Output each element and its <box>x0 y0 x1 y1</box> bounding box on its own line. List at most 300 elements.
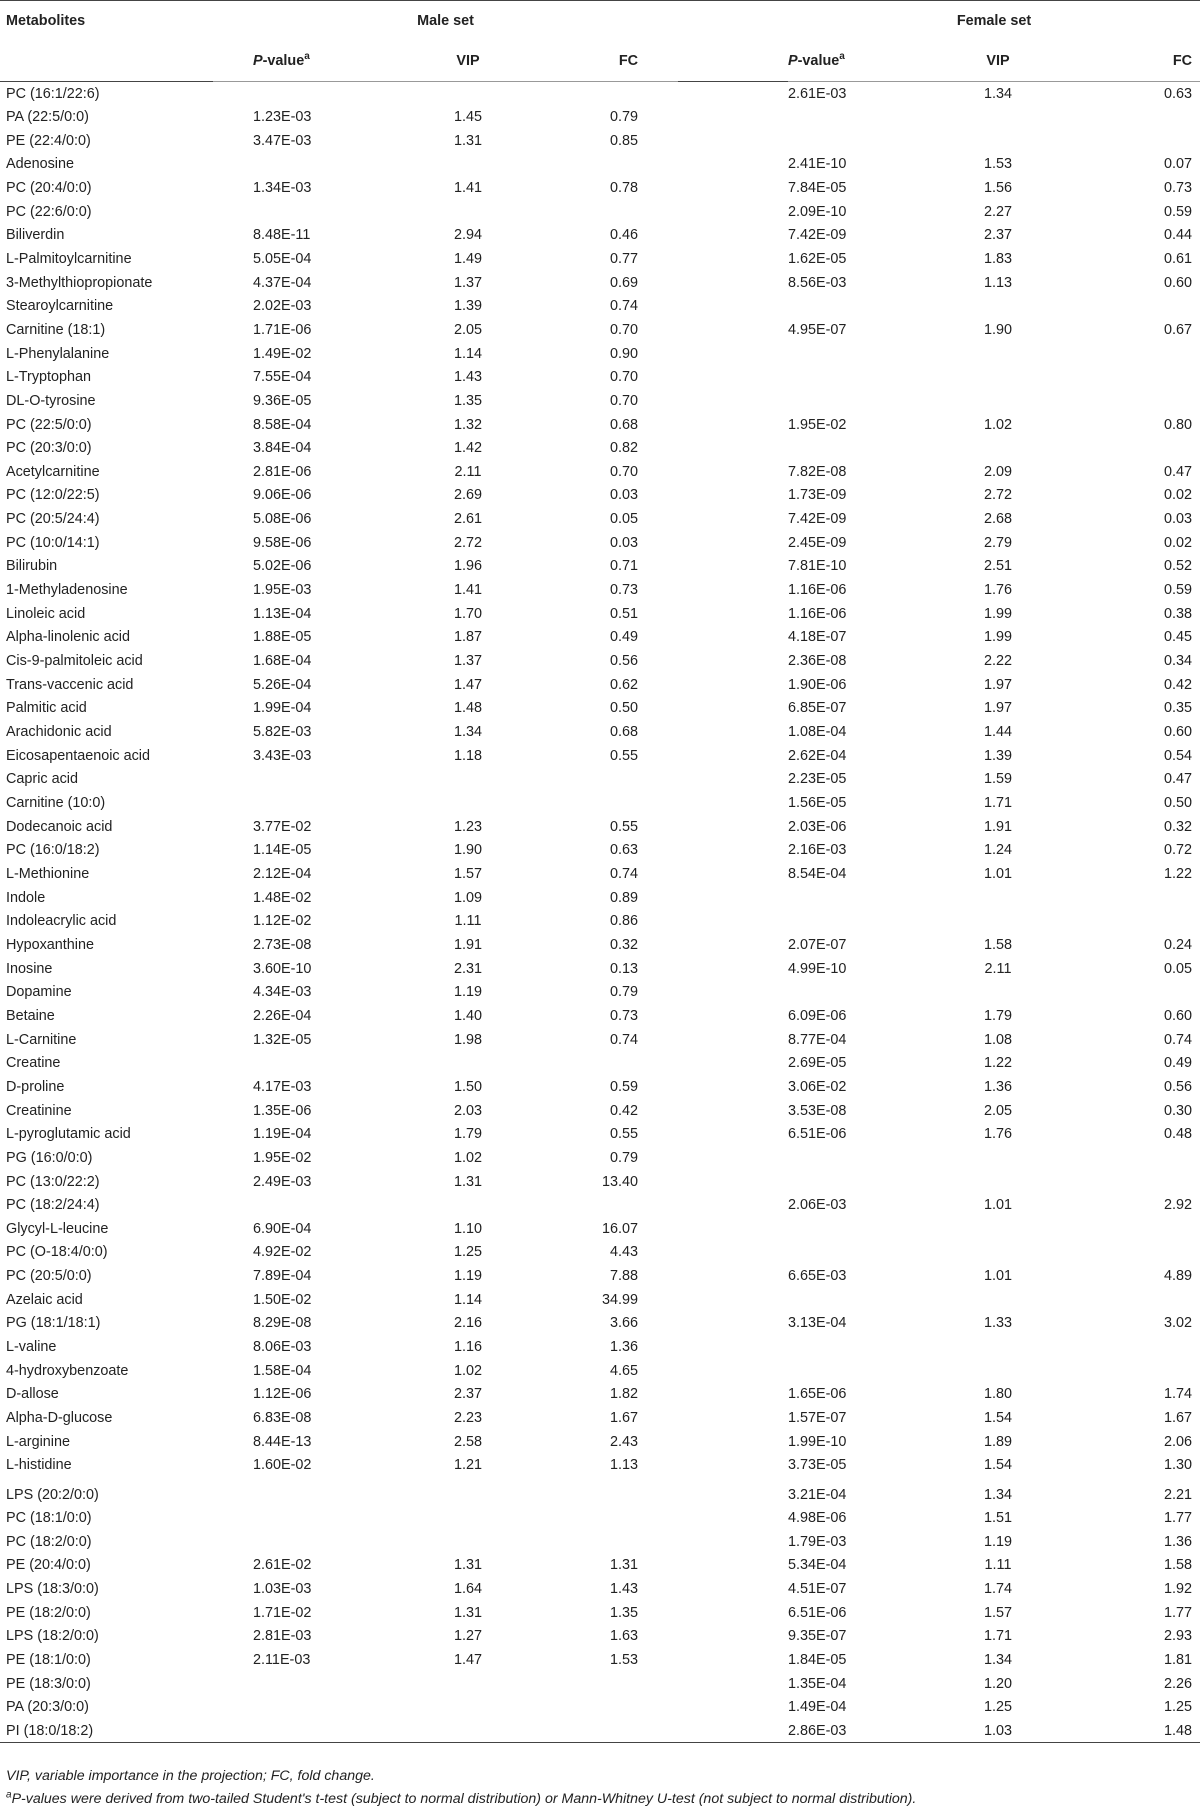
table-row <box>0 1554 1200 1578</box>
male-vip: 1.23 <box>453 818 482 835</box>
female-fc: 2.06 <box>1164 1433 1193 1450</box>
female-fc <box>1058 436 1200 460</box>
metabolite-name: Capric acid <box>6 771 78 788</box>
male-p-value: 1.32E-05 <box>253 1031 312 1048</box>
header-male-vip: VIP <box>373 40 503 82</box>
male-p-value <box>213 1530 373 1554</box>
male-p-value: 1.12E-02 <box>253 913 312 930</box>
male-fc <box>503 1477 678 1506</box>
male-fc: 0.79 <box>610 108 639 125</box>
male-vip: 1.18 <box>453 747 482 764</box>
male-fc <box>503 1695 678 1719</box>
female-p-value: 3.73E-05 <box>788 1457 847 1474</box>
female-fc: 0.38 <box>1164 605 1193 622</box>
male-vip: 1.21 <box>453 1457 482 1474</box>
female-p-value: 1.56E-05 <box>788 795 847 812</box>
male-p-value: 2.11E-03 <box>253 1651 311 1668</box>
metabolite-name: L-pyroglutamic acid <box>6 1126 131 1143</box>
metabolite-name: PE (18:2/0:0) <box>6 1604 91 1621</box>
female-p-value: 7.42E-09 <box>788 227 847 244</box>
female-vip: 1.51 <box>984 1510 1013 1527</box>
female-fc <box>1058 886 1200 910</box>
female-fc: 0.74 <box>1164 1031 1193 1048</box>
female-fc <box>1058 1146 1200 1170</box>
female-p-value: 1.16E-06 <box>788 605 847 622</box>
female-p-value <box>788 1241 938 1265</box>
male-fc: 0.03 <box>610 534 639 551</box>
female-vip: 2.51 <box>984 558 1013 575</box>
metabolite-name: PE (22:4/0:0) <box>6 132 91 149</box>
male-vip: 2.72 <box>453 534 482 551</box>
metabolite-name: PC (12:0/22:5) <box>6 487 100 504</box>
male-p-value: 1.49E-02 <box>253 345 312 362</box>
female-p-value: 2.86E-03 <box>788 1719 938 1743</box>
table-row <box>0 1625 1200 1649</box>
female-p-value: 1.57E-07 <box>788 1410 847 1427</box>
female-p-value: 3.53E-08 <box>788 1102 847 1119</box>
male-p-value: 9.58E-06 <box>253 534 312 551</box>
male-vip: 2.11 <box>454 463 482 480</box>
metabolite-name: Eicosapentaenoic acid <box>6 747 151 764</box>
male-vip <box>373 1051 503 1075</box>
metabolite-name: Hypoxanthine <box>6 936 95 953</box>
female-p-value: 6.51E-06 <box>788 1126 847 1143</box>
male-vip: 2.03 <box>453 1102 482 1119</box>
table-row <box>0 1099 1200 1123</box>
male-vip: 1.98 <box>453 1031 482 1048</box>
male-vip: 1.41 <box>453 582 482 599</box>
female-vip: 1.08 <box>984 1031 1013 1048</box>
table-row <box>0 1335 1200 1359</box>
female-vip <box>938 1217 1058 1241</box>
metabolite-name: Azelaic acid <box>6 1291 83 1308</box>
male-p-value <box>213 1193 373 1217</box>
female-vip: 2.79 <box>984 534 1013 551</box>
female-p-value <box>788 1288 938 1312</box>
table-row <box>0 1312 1200 1336</box>
metabolite-name: Glycyl-L-leucine <box>6 1220 109 1237</box>
table-row <box>0 1506 1200 1530</box>
female-p-value: 1.95E-02 <box>788 416 847 433</box>
female-p-value: 3.21E-04 <box>788 1486 847 1503</box>
female-vip: 1.13 <box>984 274 1013 291</box>
male-vip: 1.96 <box>453 558 482 575</box>
male-p-value: 2.49E-03 <box>253 1173 312 1190</box>
male-fc <box>503 1672 678 1696</box>
female-vip: 1.34 <box>984 85 1013 102</box>
table-row <box>0 862 1200 886</box>
female-vip: 1.83 <box>984 250 1013 267</box>
table-row <box>0 223 1200 247</box>
female-vip: 2.27 <box>984 203 1013 220</box>
male-vip: 1.31 <box>453 132 482 149</box>
male-p-value: 2.81E-03 <box>253 1628 312 1645</box>
female-vip: 1.36 <box>984 1078 1013 1095</box>
male-p-value: 2.61E-02 <box>253 1557 312 1574</box>
male-vip: 1.37 <box>453 653 482 670</box>
female-fc: 1.81 <box>1164 1651 1193 1668</box>
female-p-value: 4.98E-06 <box>788 1510 847 1527</box>
table-row <box>0 460 1200 484</box>
female-fc: 0.45 <box>1164 629 1193 646</box>
female-vip <box>938 1288 1058 1312</box>
metabolite-name: PC (16:0/18:2) <box>6 842 100 859</box>
table-row <box>0 318 1200 342</box>
male-p-value: 1.71E-06 <box>253 321 312 338</box>
metabolite-name: Dodecanoic acid <box>6 818 113 835</box>
female-p-value: 7.84E-05 <box>788 179 847 196</box>
female-vip: 1.71 <box>984 1628 1013 1645</box>
female-vip: 2.37 <box>984 227 1013 244</box>
male-p-value: 5.02E-06 <box>253 558 312 575</box>
male-vip: 1.34 <box>453 724 482 741</box>
table-row <box>0 1477 1200 1506</box>
female-fc: 1.25 <box>1164 1699 1193 1716</box>
male-fc <box>503 1530 678 1554</box>
female-p-value: 2.23E-05 <box>788 771 847 788</box>
metabolite-name: L-arginine <box>6 1433 70 1450</box>
metabolite-name: Linoleic acid <box>6 605 86 622</box>
male-vip: 1.14 <box>453 345 482 362</box>
male-vip <box>373 1672 503 1696</box>
female-vip: 1.02 <box>984 416 1013 433</box>
male-vip: 1.32 <box>453 416 482 433</box>
female-p-value <box>788 1359 938 1383</box>
metabolite-name: PC (13:0/22:2) <box>6 1173 100 1190</box>
table-row <box>0 413 1200 437</box>
female-vip: 1.44 <box>984 724 1013 741</box>
metabolite-name: LPS (18:2/0:0) <box>6 1628 99 1645</box>
table-row <box>0 365 1200 389</box>
male-p-value <box>213 791 373 815</box>
metabolite-name: 1-Methyladenosine <box>6 582 128 599</box>
male-vip: 2.16 <box>453 1315 482 1332</box>
male-p-value: 2.12E-04 <box>253 865 312 882</box>
male-vip: 1.02 <box>453 1149 482 1166</box>
male-vip: 1.16 <box>453 1339 482 1356</box>
female-vip <box>938 342 1058 366</box>
male-vip <box>373 1695 503 1719</box>
male-vip: 1.09 <box>453 889 482 906</box>
female-fc: 0.61 <box>1164 250 1193 267</box>
female-p-value <box>788 436 938 460</box>
male-vip: 2.61 <box>453 511 482 528</box>
male-fc <box>503 1506 678 1530</box>
table-row <box>0 1359 1200 1383</box>
male-fc: 0.74 <box>610 1031 639 1048</box>
table-row <box>0 1170 1200 1194</box>
female-vip: 1.25 <box>984 1699 1013 1716</box>
female-p-value: 1.08E-04 <box>788 724 847 741</box>
metabolite-name: PG (16:0/0:0) <box>6 1149 93 1166</box>
male-p-value: 1.95E-03 <box>253 582 312 599</box>
male-p-value: 3.43E-03 <box>253 747 312 764</box>
table-row <box>0 649 1200 673</box>
male-p-value: 8.29E-08 <box>253 1315 312 1332</box>
metabolite-name: Dopamine <box>6 984 72 1001</box>
male-p-value: 2.26E-04 <box>253 1007 312 1024</box>
male-fc: 1.63 <box>610 1628 639 1645</box>
male-fc: 0.55 <box>610 1126 639 1143</box>
table-row <box>0 1719 1200 1743</box>
female-p-value: 1.90E-06 <box>788 676 847 693</box>
female-p-value: 1.84E-05 <box>788 1651 847 1668</box>
table-row <box>0 1288 1200 1312</box>
male-vip: 2.37 <box>453 1386 482 1403</box>
male-fc: 0.70 <box>610 369 639 386</box>
male-p-value: 4.17E-03 <box>253 1078 312 1095</box>
metabolite-name: D-proline <box>6 1078 65 1095</box>
female-vip: 1.24 <box>984 842 1013 859</box>
female-vip <box>938 436 1058 460</box>
female-vip: 1.99 <box>984 605 1013 622</box>
female-p-value: 2.45E-09 <box>788 534 847 551</box>
female-vip <box>938 389 1058 413</box>
female-fc <box>1058 365 1200 389</box>
male-p-value: 1.58E-04 <box>253 1362 312 1379</box>
male-vip: 1.79 <box>453 1126 482 1143</box>
male-p-value: 4.37E-04 <box>253 274 312 291</box>
metabolite-name: Arachidonic acid <box>6 724 112 741</box>
male-fc: 0.13 <box>610 960 639 977</box>
male-fc: 0.51 <box>610 605 639 622</box>
female-p-value: 4.18E-07 <box>788 629 847 646</box>
female-vip: 1.76 <box>984 1126 1013 1143</box>
male-p-value <box>213 1695 373 1719</box>
female-p-value: 4.95E-07 <box>788 321 847 338</box>
metabolite-name: PC (20:4/0:0) <box>6 179 92 196</box>
male-vip <box>373 1193 503 1217</box>
female-p-value <box>788 389 938 413</box>
male-p-value: 1.13E-04 <box>253 605 312 622</box>
table-row <box>0 957 1200 981</box>
female-p-value: 1.73E-09 <box>788 487 847 504</box>
female-p-value: 8.77E-04 <box>788 1031 847 1048</box>
metabolite-name: PC (10:0/14:1) <box>6 534 100 551</box>
male-fc: 0.70 <box>610 392 639 409</box>
male-p-value: 1.03E-03 <box>253 1581 312 1598</box>
table-row <box>0 1122 1200 1146</box>
table-row <box>0 744 1200 768</box>
female-vip: 1.03 <box>938 1719 1058 1743</box>
male-vip <box>373 152 503 176</box>
female-fc: 0.32 <box>1164 818 1193 835</box>
metabolite-name: Bilirubin <box>6 558 58 575</box>
male-p-value: 1.71E-02 <box>253 1604 312 1621</box>
table-row <box>0 886 1200 910</box>
female-fc: 2.92 <box>1164 1197 1193 1214</box>
female-fc: 1.77 <box>1164 1510 1193 1527</box>
female-fc <box>1058 980 1200 1004</box>
table-row <box>0 791 1200 815</box>
male-p-value <box>213 82 373 106</box>
male-fc: 0.49 <box>610 629 639 646</box>
table-row <box>0 1264 1200 1288</box>
male-p-value: 9.36E-05 <box>253 392 312 409</box>
table-row <box>0 176 1200 200</box>
male-fc: 1.31 <box>610 1557 639 1574</box>
female-p-value: 4.51E-07 <box>788 1581 847 1598</box>
metabolite-name: L-Tryptophan <box>6 369 92 386</box>
female-vip: 2.68 <box>984 511 1013 528</box>
male-p-value: 6.90E-04 <box>253 1220 312 1237</box>
male-fc: 13.40 <box>602 1173 639 1190</box>
female-p-value: 1.62E-05 <box>788 250 847 267</box>
female-vip: 1.19 <box>984 1533 1013 1550</box>
female-vip: 1.56 <box>984 179 1013 196</box>
table-row <box>0 129 1200 153</box>
female-fc: 0.50 <box>1164 795 1193 812</box>
metabolite-name: PA (22:5/0:0) <box>6 108 89 125</box>
table-row <box>0 933 1200 957</box>
female-fc <box>1058 909 1200 933</box>
table-row <box>0 271 1200 295</box>
female-p-value: 2.41E-10 <box>788 156 847 173</box>
female-p-value: 2.03E-06 <box>788 818 847 835</box>
male-p-value: 8.58E-04 <box>253 416 312 433</box>
female-fc: 0.42 <box>1164 676 1193 693</box>
female-fc: 1.22 <box>1164 865 1193 882</box>
female-fc: 0.05 <box>1164 960 1193 977</box>
table-row <box>0 1430 1200 1454</box>
female-vip: 2.09 <box>984 463 1013 480</box>
male-p-value: 1.95E-02 <box>253 1149 312 1166</box>
metabolite-name: L-Carnitine <box>6 1031 77 1048</box>
male-vip: 2.05 <box>453 321 482 338</box>
female-p-value <box>788 105 938 129</box>
table-row <box>0 1530 1200 1554</box>
female-p-value: 2.61E-03 <box>788 85 847 102</box>
table-row <box>0 1601 1200 1625</box>
male-p-value: 3.77E-02 <box>253 818 312 835</box>
male-vip: 2.94 <box>453 227 482 244</box>
table-row <box>0 1577 1200 1601</box>
female-p-value: 2.09E-10 <box>788 203 847 220</box>
male-p-value: 2.81E-06 <box>253 463 312 480</box>
male-fc: 1.43 <box>610 1581 639 1598</box>
male-vip: 1.48 <box>453 700 482 717</box>
female-fc <box>1058 1217 1200 1241</box>
female-fc: 2.26 <box>1164 1675 1193 1692</box>
male-fc: 0.78 <box>610 179 639 196</box>
male-p-value: 2.73E-08 <box>253 936 312 953</box>
female-p-value: 6.65E-03 <box>788 1268 847 1285</box>
male-fc <box>503 1051 678 1075</box>
female-p-value: 2.62E-04 <box>788 747 847 764</box>
male-p-value: 1.88E-05 <box>253 629 312 646</box>
male-p-value: 5.08E-06 <box>253 511 312 528</box>
metabolite-name: L-Methionine <box>6 865 90 882</box>
male-vip: 1.39 <box>453 298 482 315</box>
female-p-value: 2.07E-07 <box>788 936 847 953</box>
metabolite-name: PC (18:2/0:0) <box>6 1533 92 1550</box>
male-fc: 0.69 <box>610 274 639 291</box>
female-vip: 1.20 <box>984 1675 1013 1692</box>
male-p-value: 6.83E-08 <box>253 1410 312 1427</box>
table-row <box>0 1454 1200 1478</box>
footnote-p-values: $^a$P-values were derived from two-tailed Student's t-test (subject to normal distribution) or Mann-Whitney U-test (not subject to normal distribution). <box>6 1789 917 1807</box>
metabolite-name: PE (20:4/0:0) <box>6 1557 91 1574</box>
male-vip: 1.19 <box>453 984 482 1001</box>
male-p-value: 1.23E-03 <box>253 108 312 125</box>
male-p-value: 5.26E-04 <box>253 676 312 693</box>
metabolite-name: PI (18:0/18:2) <box>0 1719 213 1743</box>
metabolite-name: LPS (20:2/0:0) <box>6 1486 99 1503</box>
male-p-value: 1.34E-03 <box>253 179 312 196</box>
male-vip: 1.49 <box>453 250 482 267</box>
male-fc: 1.67 <box>610 1410 639 1427</box>
metabolite-name: Creatine <box>6 1055 61 1072</box>
male-p-value: 4.92E-02 <box>253 1244 312 1261</box>
metabolite-name: Biliverdin <box>6 227 65 244</box>
metabolite-name: Alpha-D-glucose <box>6 1410 113 1427</box>
female-vip: 1.90 <box>984 321 1013 338</box>
male-vip: 1.50 <box>453 1078 482 1095</box>
female-vip: 1.22 <box>984 1055 1013 1072</box>
metabolite-name: PE (18:1/0:0) <box>6 1651 91 1668</box>
female-vip: 1.34 <box>984 1651 1013 1668</box>
female-fc: 0.30 <box>1164 1102 1193 1119</box>
female-p-value: 2.69E-05 <box>788 1055 847 1072</box>
male-fc: 1.36 <box>610 1339 639 1356</box>
female-vip: 1.58 <box>984 936 1013 953</box>
header-male-p-value: P-value$^a$ <box>213 40 373 82</box>
male-p-value: 1.12E-06 <box>253 1386 312 1403</box>
male-fc: 0.85 <box>610 132 639 149</box>
table-row <box>0 697 1200 721</box>
female-fc <box>1058 1335 1200 1359</box>
male-fc: 0.90 <box>610 345 639 362</box>
male-p-value <box>213 768 373 792</box>
header-male-fc: FC <box>503 40 678 82</box>
male-fc: 3.66 <box>610 1315 639 1332</box>
table-row <box>0 1004 1200 1028</box>
female-p-value: 1.49E-04 <box>788 1699 847 1716</box>
female-p-value: 4.99E-10 <box>788 960 847 977</box>
male-fc: 0.77 <box>610 250 639 267</box>
male-p-value: 1.35E-06 <box>253 1102 312 1119</box>
male-vip: 1.42 <box>453 440 482 457</box>
male-fc: 0.73 <box>610 582 639 599</box>
table-body <box>0 82 1200 1743</box>
male-fc: 4.65 <box>610 1362 639 1379</box>
metabolite-name: D-allose <box>6 1386 59 1403</box>
metabolite-name: PE (18:3/0:0) <box>6 1675 91 1692</box>
male-p-value: 5.82E-03 <box>253 724 312 741</box>
female-vip: 1.76 <box>984 582 1013 599</box>
female-fc: 2.93 <box>1164 1628 1193 1645</box>
male-fc <box>503 768 678 792</box>
male-fc: 0.68 <box>610 724 639 741</box>
male-fc: 7.88 <box>610 1268 639 1285</box>
male-p-value: 4.34E-03 <box>253 984 312 1001</box>
female-vip <box>938 1241 1058 1265</box>
table-row <box>0 602 1200 626</box>
male-fc: 16.07 <box>602 1220 639 1237</box>
female-fc: 2.21 <box>1164 1486 1193 1503</box>
male-vip: 1.64 <box>453 1581 482 1598</box>
female-fc: 0.34 <box>1164 653 1193 670</box>
male-fc: 0.59 <box>610 1078 639 1095</box>
table-row <box>0 1051 1200 1075</box>
male-vip <box>373 1477 503 1506</box>
male-fc: 0.55 <box>610 747 639 764</box>
female-vip: 1.33 <box>984 1315 1013 1332</box>
male-vip: 1.31 <box>453 1604 482 1621</box>
male-p-value <box>213 1506 373 1530</box>
metabolite-name: Adenosine <box>6 156 75 173</box>
male-vip: 1.19 <box>453 1268 482 1285</box>
